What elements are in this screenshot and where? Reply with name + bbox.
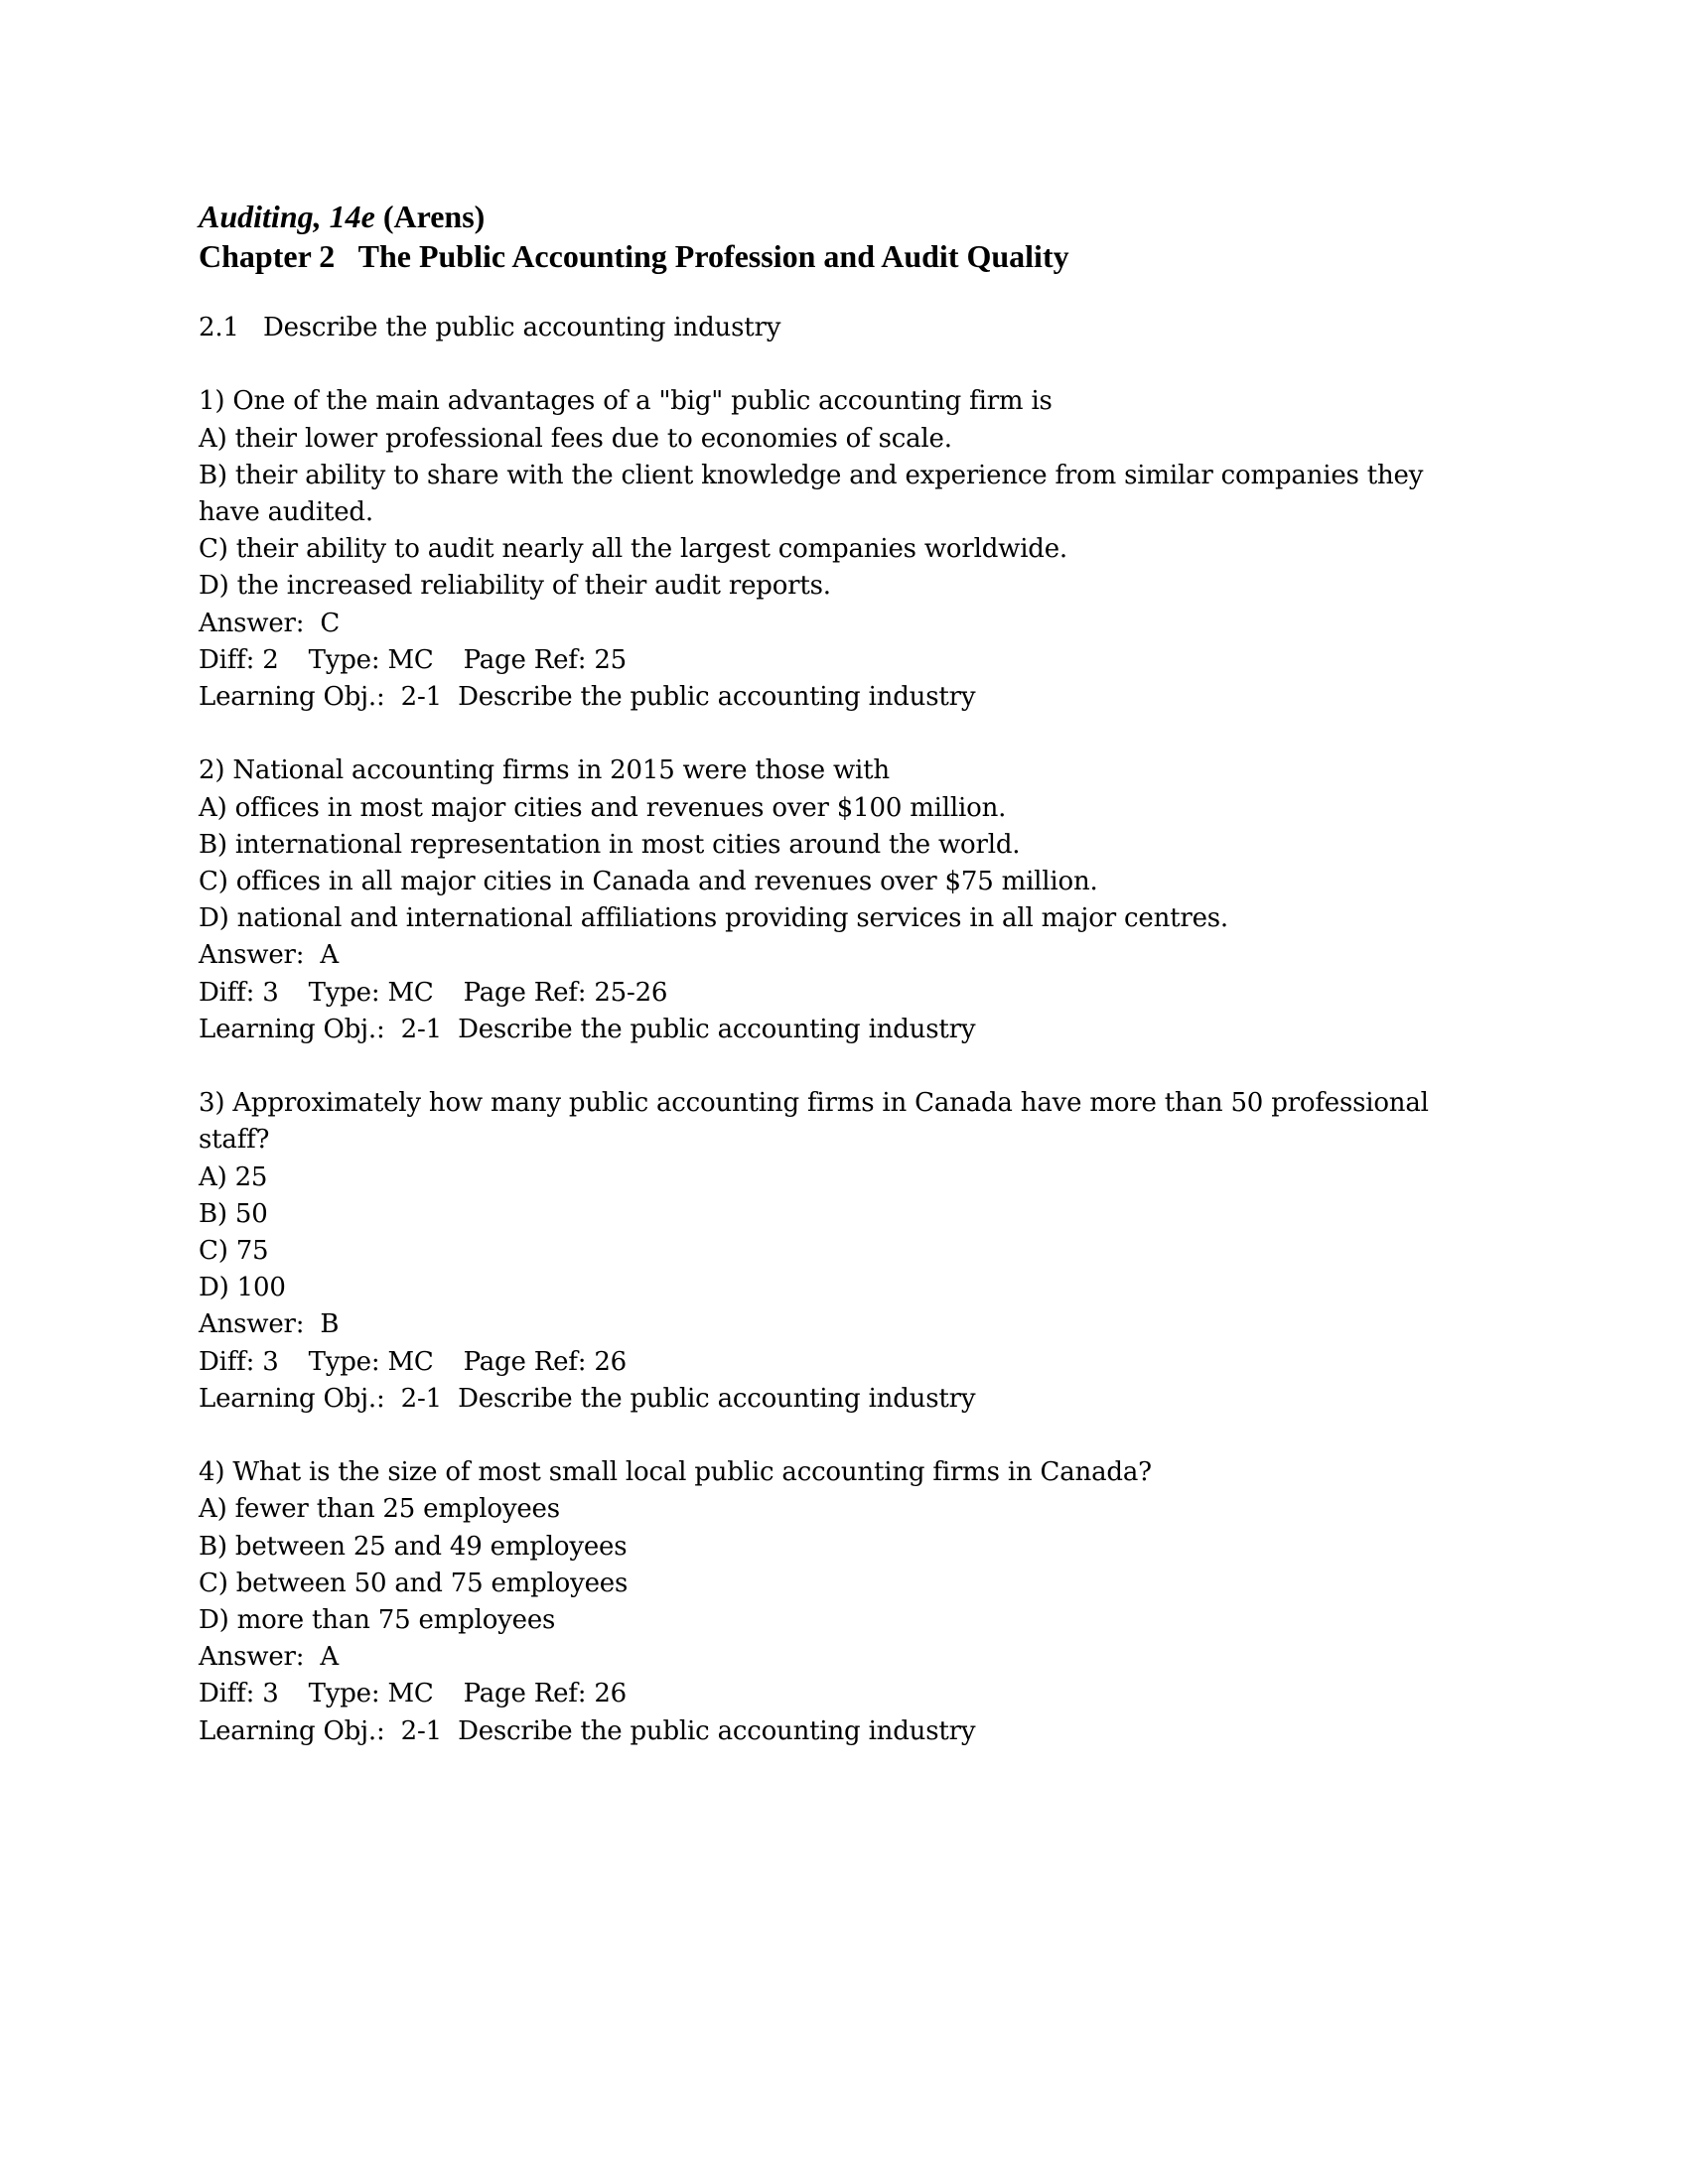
- option-c: C) offices in all major cities in Canada and revenues over $75 million.: [199, 867, 1098, 897]
- question-type: Type: MC: [308, 1346, 434, 1377]
- question-stem: 2) National accounting firms in 2015 were those with: [199, 755, 890, 786]
- option-b: B) 50: [199, 1198, 268, 1229]
- question-meta: [199, 1676, 1489, 1712]
- chapter-title: Chapter 2 The Public Accounting Profession and Audit Quality: [199, 238, 1069, 274]
- question-stem: 3) Approximately how many public accounting firms in Canada have more than 50 professional staff?: [199, 1088, 1437, 1156]
- difficulty: Diff: 3: [199, 1346, 279, 1377]
- answer: Answer: B: [199, 1309, 340, 1340]
- page-ref: Page Ref: 25-26: [463, 977, 668, 1008]
- book-title-italic: Auditing, 14e: [199, 199, 375, 234]
- option-b: B) between 25 and 49 employees: [199, 1531, 628, 1562]
- learning-objective: Learning Obj.: 2-1 Describe the public accounting industry: [199, 1715, 976, 1746]
- question-1: [199, 383, 1489, 716]
- learning-objective: Learning Obj.: 2-1 Describe the public accounting industry: [199, 682, 976, 713]
- answer: Answer: A: [199, 940, 340, 971]
- question-type: Type: MC: [308, 1679, 434, 1709]
- page-ref: Page Ref: 26: [463, 1679, 628, 1709]
- option-a: A) fewer than 25 employees: [199, 1494, 560, 1525]
- document-page: [199, 197, 1489, 1750]
- option-a: A) their lower professional fees due to economies of scale.: [199, 423, 952, 454]
- question-meta: [199, 642, 1489, 679]
- learning-objective: Learning Obj.: 2-1 Describe the public accounting industry: [199, 1014, 976, 1044]
- difficulty: Diff: 3: [199, 977, 279, 1008]
- book-title: [199, 197, 1489, 236]
- answer: Answer: C: [199, 608, 341, 638]
- option-c: C) between 50 and 75 employees: [199, 1568, 629, 1598]
- page-ref: Page Ref: 25: [463, 644, 628, 675]
- question-stem: 4) What is the size of most small local public accounting firms in Canada?: [199, 1457, 1152, 1488]
- difficulty: Diff: 2: [199, 644, 279, 675]
- question-type: Type: MC: [308, 977, 434, 1008]
- question-stem: 1) One of the main advantages of a "big" public accounting firm is: [199, 386, 1053, 417]
- option-c: C) 75: [199, 1236, 269, 1267]
- question-4: [199, 1454, 1489, 1750]
- option-d: D) more than 75 employees: [199, 1605, 556, 1636]
- difficulty: Diff: 3: [199, 1679, 279, 1709]
- question-type: Type: MC: [308, 644, 434, 675]
- option-a: A) 25: [199, 1161, 268, 1192]
- option-d: D) the increased reliability of their audit reports.: [199, 571, 831, 602]
- learning-objective: Learning Obj.: 2-1 Describe the public accounting industry: [199, 1383, 976, 1414]
- question-2: [199, 752, 1489, 1048]
- option-d: D) national and international affiliations providing services in all major centres.: [199, 903, 1228, 934]
- option-b: B) their ability to share with the client knowledge and experience from similar companies they have audited.: [199, 460, 1432, 527]
- book-author: (Arens): [374, 199, 486, 234]
- answer: Answer: A: [199, 1642, 340, 1673]
- question-3: [199, 1085, 1489, 1418]
- section-heading: 2.1 Describe the public accounting industry: [199, 313, 781, 342]
- page-ref: Page Ref: 26: [463, 1346, 628, 1377]
- option-d: D) 100: [199, 1273, 286, 1303]
- option-a: A) offices in most major cities and revenues over $100 million.: [199, 792, 1007, 823]
- question-meta: [199, 975, 1489, 1012]
- option-c: C) their ability to audit nearly all the largest companies worldwide.: [199, 534, 1067, 565]
- question-meta: [199, 1344, 1489, 1381]
- option-b: B) international representation in most cities around the world.: [199, 829, 1021, 860]
